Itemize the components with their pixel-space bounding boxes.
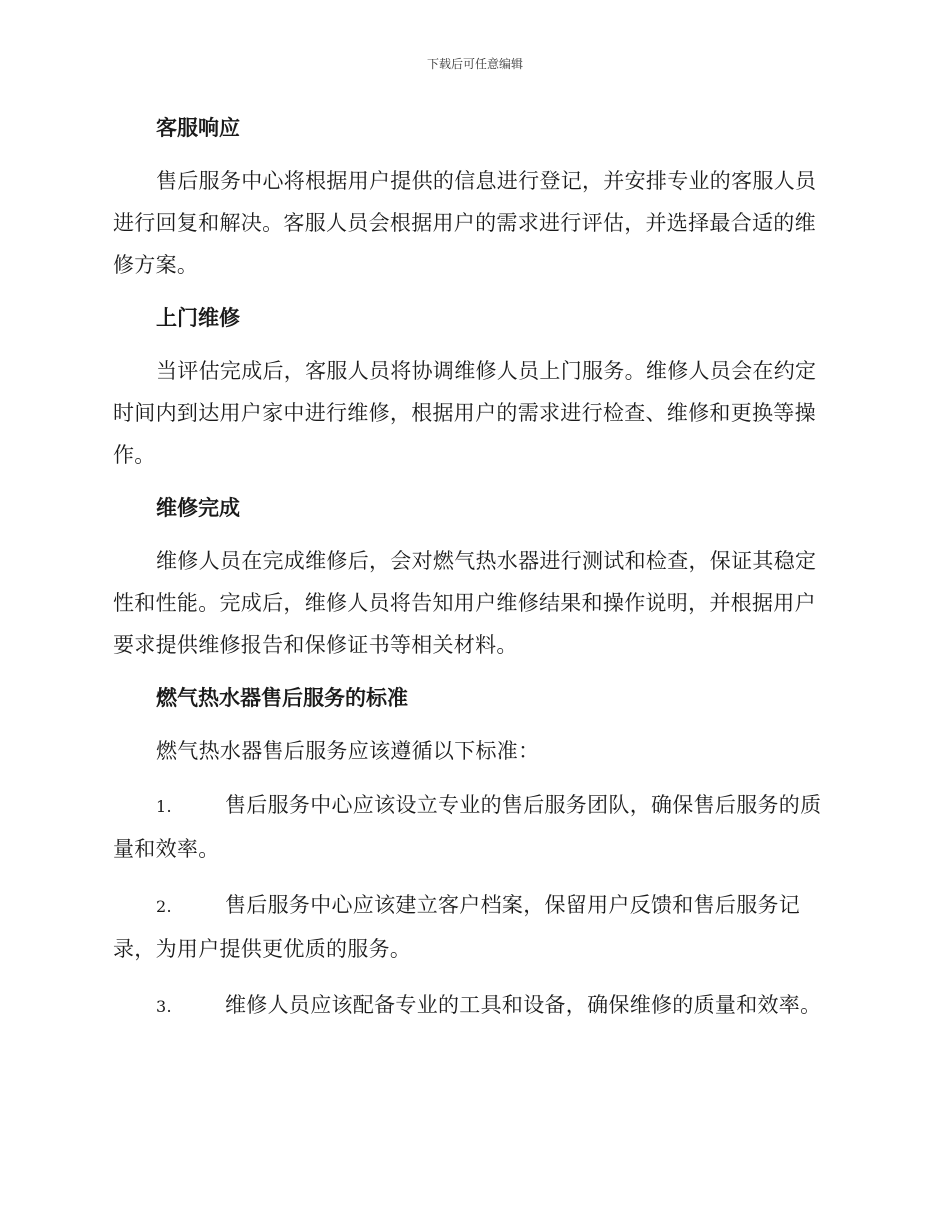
list-item-text: 维修人员应该配备专业的工具和设备，确保维修的质量和效率。: [225, 993, 822, 1017]
section-paragraph-customer-service: 售后服务中心将根据用户提供的信息进行登记，并安排专业的客服人员进行回复和解决。客服人员会根据用户的需求进行评估，并选择最合适的维修方案。: [113, 169, 817, 277]
document-body: [113, 108, 835, 1042]
list-item: [113, 784, 835, 870]
list-item-number: 2.: [156, 897, 172, 916]
list-item-text: 售后服务中心应该设立专业的售后服务团队，确保售后服务的质量和效率。: [113, 793, 822, 861]
list-item-number: 3.: [156, 997, 172, 1016]
section-heading-standards: 燃气热水器售后服务的标准: [156, 686, 408, 710]
section-heading-repair-complete: 维修完成: [156, 496, 240, 520]
section-heading-onsite-repair: 上门维修: [156, 306, 240, 330]
list-item-number: 1.: [156, 797, 172, 816]
section-paragraph-onsite-repair: 当评估完成后，客服人员将协调维修人员上门服务。维修人员会在约定时间内到达用户家中进行维修，根据用户的需求进行检查、维修和更换等操作。: [113, 359, 817, 467]
header-note: 下载后可任意编辑: [426, 57, 523, 71]
list-item-text: 售后服务中心应该建立客户档案，保留用户反馈和售后服务记录，为用户提供更优质的服务。: [113, 893, 801, 961]
standards-intro: 燃气热水器售后服务应该遵循以下标准：: [156, 739, 540, 763]
list-item: [113, 884, 835, 970]
section-heading-customer-service: 客服响应: [156, 116, 240, 140]
list-item: [113, 984, 835, 1028]
section-paragraph-repair-complete: 维修人员在完成维修后，会对燃气热水器进行测试和检查，保证其稳定性和性能。完成后，维修人员将告知用户维修结果和操作说明，并根据用户要求提供维修报告和保修证书等相关材料。: [113, 549, 817, 657]
